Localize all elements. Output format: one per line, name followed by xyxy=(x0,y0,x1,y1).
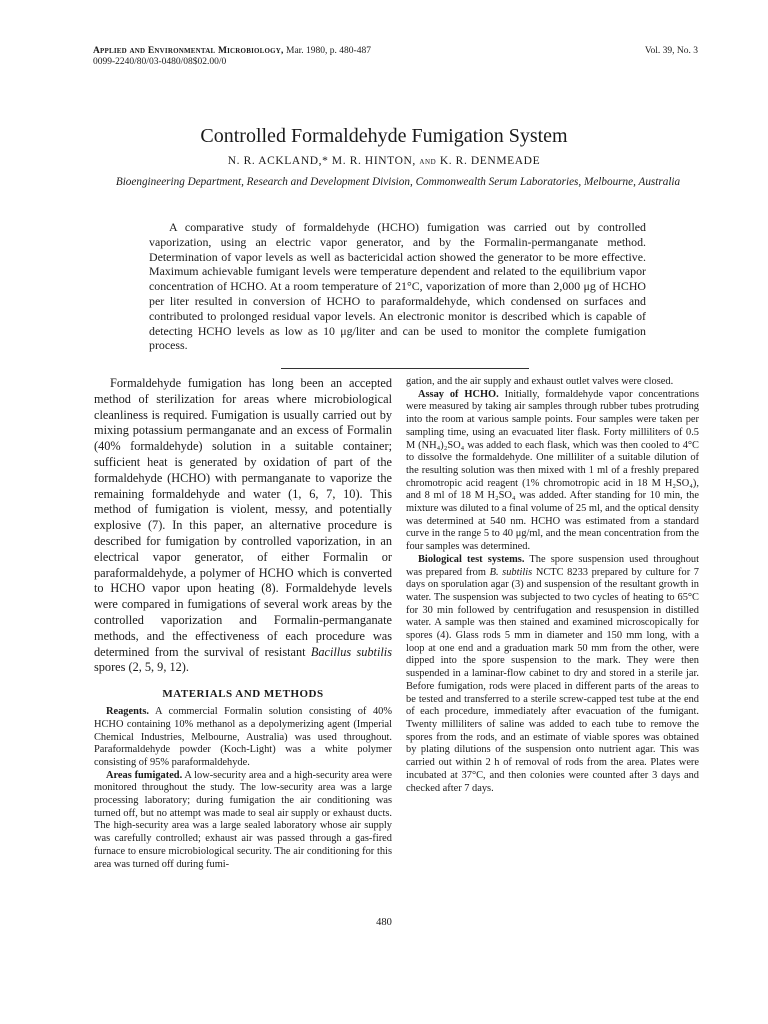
assay-lead: Assay of HCHO. xyxy=(418,388,499,400)
abstract: A comparative study of formaldehyde (HCHO) fumigation was carried out by controlled vaporization, using an electric vapor generator, and by the Formalin-permanganate method. Determination of vapor levels as well as bactericidal action showed the generator to be more effective. Maximum achievable fumigant levels were temperature dependent and related to the equilibrium vapor concentration of HCHO. At a room temperature of 21°C, vaporization of more than 2,000 μg of HCHO per liter resulted in conversion of HCHO to paraformaldehyde, which condensed on surfaces and contributed to prolonged residual vapor levels. An electronic monitor is described which is capable of detecting HCHO levels as low as 10 μg/liter and can be used to monitor the complete fumigation process. xyxy=(149,220,646,353)
intro-species: Bacillus subtilis xyxy=(310,644,392,659)
issue-info: Mar. 1980, p. 480-487 xyxy=(283,46,371,56)
reagents-paragraph xyxy=(94,706,392,770)
volume-info: Vol. 39, No. 3 xyxy=(644,46,698,56)
article-title: Controlled Formaldehyde Fumigation System xyxy=(200,125,568,147)
page-number: 480 xyxy=(376,917,392,928)
introduction-paragraph xyxy=(94,376,392,676)
journal-name: Applied and Environmental Microbiology, xyxy=(93,46,284,56)
running-header xyxy=(93,46,698,68)
bio-text-a: The spore suspension used throughout was prepared from xyxy=(406,553,699,578)
assay-text: Initially, formaldehyde vapor concentrations were measured by taking air samples through rubber tubes protruding into the room at various sample points. Four samples were taken per sampling time, using an evacuated liter flask. Forty milliliters of 0.5 M (NH₄)₂SO₄ was added to each flask, which was then cooled to 4°C to dissolve the formaldehyde. One milliliter of a suitable dilution of the resulting solution was then mixed with 1 ml of a freshly prepared chromotropic acid reagent (1% chromotropic acid in 18 M H₂SO₄), and 8 ml of 18 M H₂SO₄ was added. After standing for 10 min, the mixture was diluted to a final volume of 25 ml, and the optical density was determined at 540 nm. HCHO was estimated from a standard curve in the range 5 to 40 μg/ml, and the mean concentration from the four samples was determined. xyxy=(406,388,699,553)
authors-first: N. R. ACKLAND,* M. R. HINTON, xyxy=(227,155,416,167)
journal-citation xyxy=(93,46,698,57)
authors-and: and xyxy=(419,156,437,167)
assay-paragraph xyxy=(406,389,699,554)
biological-paragraph xyxy=(406,554,699,795)
left-column xyxy=(94,376,392,871)
author-list xyxy=(0,155,768,167)
abstract-divider xyxy=(281,368,529,369)
intro-end: spores (2, 5, 9, 12). xyxy=(94,660,189,675)
reagents-text: A commercial Formalin solution consisting of 40% HCHO containing 10% methanol as a depolymerizing agent (Imperial Chemical Industries, Melbourne, Australia) was used throughout. Paraformaldehyde powder (Koch-Light) was a white polymer consisting of 95% paraformaldehyde. xyxy=(94,706,392,768)
reagents-lead: Reagents. xyxy=(106,706,149,718)
bio-text-b: NCTC 8233 prepared by culture for 7 days on sporulation agar (3) and suspension of the resultant growth in water. The suspension was subjected to two cycles of heating to 65°C for 30 min followed by centrifugation and resuspension in distilled water. A sample was then stained and examined microscopically for spores (4). Glass rods 5 mm in diameter and 150 mm long, with a loop at one end and a graduation mark 50 mm from the other, were dipped into the spore suspension to the mark. They were then suspended in a laminar-flow cabinet to dry and stored in a sterile jar. Before fumigation, rods were placed in different parts of the areas to be tested and transferred to a sterile screw-capped test tube at the end of each procedure, immediately after evacuation of the fumigant. Twenty milliliters of saline was added to each tube to remove the spores from the rods, and an estimate of viable spores was obtained by plating dilutions of the suspension onto nutrient agar. This was carried out within 2 h of removal of rods from the area. Plates were incubated at 37°C, and then colonies were counted after 3 days and checked after 7 days. xyxy=(406,566,699,794)
section-heading-methods: MATERIALS AND METHODS xyxy=(162,688,324,701)
intro-text: Formaldehyde fumigation has long been an accepted method of sterilization for areas where microbiological cleanliness is required. Fumigation is usually carried out by mixing potassium permanganate and an excess of Formalin (40% formaldehyde) solution in a suitable container; sufficient heat is generated by oxidation of part of the formaldehyde (HCHO) with permanganate to vaporize the remaining formaldehyde and water (1, 6, 7, 10). This method of fumigation is violent, messy, and potentially explosive (7). In this paper, an alternative procedure is described for fumigation by controlled vaporization, in an electrical vapor generator, of either Formalin or paraformaldehyde, a polymer of HCHO which is converted to HCHO vapor upon heating (8). Formaldehyde levels were compared in fumigations of several work areas by the controlled vaporization and Formalin-permanganate methods, and the effectiveness of each procedure was determined from the survival of resistant xyxy=(94,376,392,659)
authors-last: K. R. DENMEADE xyxy=(439,155,541,167)
article-code: 0099-2240/80/03-0480/08$02.00/0 xyxy=(93,57,227,67)
continuation-paragraph: gation, and the air supply and exhaust outlet valves were closed. xyxy=(406,376,674,387)
areas-paragraph xyxy=(94,770,392,872)
areas-text: A low-security area and a high-security area were monitored throughout the study. The low-security area was a large processing laboratory; during fumigation the air conditioning was turned off, but no attempt was made to seal air supply or exhaust ducts. The high-security area was a large sealed laboratory whose air supply was carefully controlled; exhaust air was passed through a gas-fired furnace to ensure microbiological security. The air conditioning for this area was turned off during fumi- xyxy=(94,769,392,870)
bio-species: B. subtilis xyxy=(489,566,533,578)
affiliation: Bioengineering Department, Research and Development Division, Commonwealth Serum Laboratories, Melbourne, Australia xyxy=(115,176,681,188)
areas-lead: Areas fumigated. xyxy=(106,769,183,781)
bio-lead: Biological test systems. xyxy=(418,553,525,565)
right-column xyxy=(406,376,699,795)
